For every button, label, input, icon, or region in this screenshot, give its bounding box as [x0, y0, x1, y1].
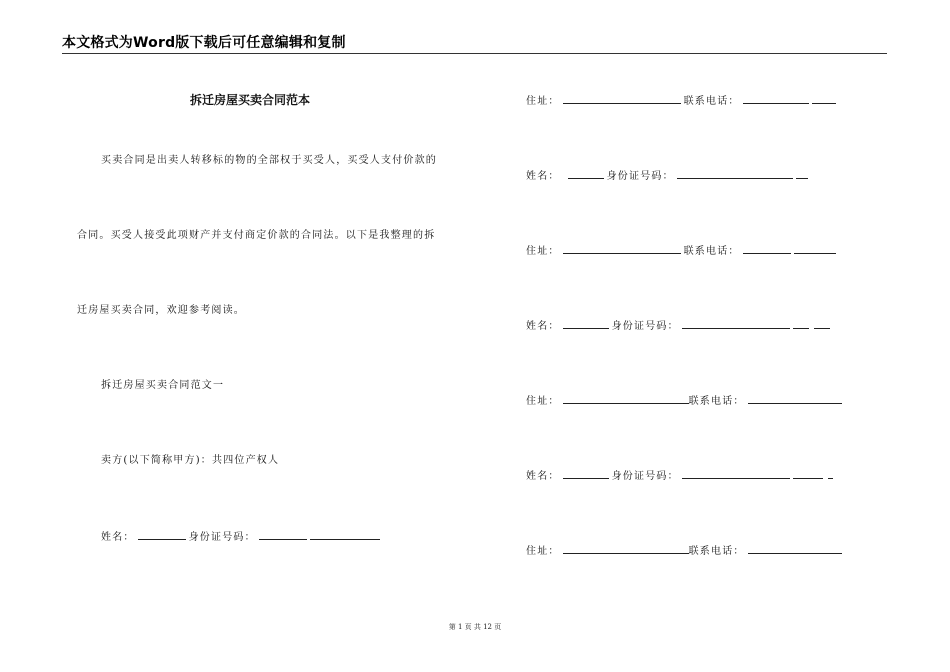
address-blank: [563, 393, 689, 404]
address-label: 住址：: [526, 396, 560, 407]
address-phone-row-1: [526, 93, 839, 109]
address-phone-row-2: [526, 243, 839, 259]
name-label: 姓名：: [101, 532, 135, 543]
phone-blank: [743, 243, 791, 254]
phone-label: 联系电话：: [688, 396, 745, 407]
phone-blank: [748, 393, 842, 404]
address-label: 住址：: [526, 96, 560, 107]
address-phone-row-3: [526, 393, 845, 409]
paragraph-line-2: 合同。买受人接受此项财产并支付商定价款的合同法。以下是我整理的拆: [77, 230, 436, 241]
phone-blank: [743, 93, 809, 104]
phone-blank: [794, 243, 836, 254]
phone-blank: [812, 93, 836, 104]
page-indicator: 第 1 页 共 12 页: [448, 623, 502, 631]
phone-label: 联系电话：: [683, 96, 740, 107]
name-label: 姓名：: [526, 321, 560, 332]
id-blank: [814, 318, 830, 329]
address-blank: [563, 543, 689, 554]
id-blank: [793, 468, 823, 479]
id-blank: [682, 468, 790, 479]
id-label: 身份证号码：: [188, 532, 256, 543]
seller-line: 卖方(以下简称甲方)：共四位产权人: [101, 455, 280, 466]
id-blank: [796, 168, 808, 179]
name-id-row-3: [526, 318, 833, 334]
name-blank: [138, 529, 186, 540]
id-blank: [793, 318, 809, 329]
address-blank: [563, 243, 681, 254]
phone-label: 联系电话：: [688, 546, 745, 557]
document-title: 拆迁房屋买卖合同范本: [190, 93, 311, 107]
name-blank: [568, 168, 604, 179]
name-blank: [563, 318, 609, 329]
id-label: 身份证号码：: [606, 171, 674, 182]
phone-blank: [748, 543, 842, 554]
id-blank: [677, 168, 793, 179]
id-blank: [310, 529, 380, 540]
paragraph-line-3: 迁房屋买卖合同，欢迎参考阅读。: [77, 305, 245, 316]
name-id-row-4: [526, 468, 836, 484]
paragraph-line-1: 买卖合同是出卖人转移标的物的全部权于买受人，买受人支付价款的: [101, 155, 437, 166]
address-phone-row-4: [526, 543, 845, 559]
section-heading: 拆迁房屋买卖合同范文一: [101, 380, 225, 391]
name-label: 姓名：: [526, 171, 560, 182]
id-label: 身份证号码：: [611, 321, 679, 332]
phone-label: 联系电话：: [683, 246, 740, 257]
id-blank: [828, 468, 833, 479]
name-blank: [563, 468, 609, 479]
header-title: 本文格式为Word版下载后可任意编辑和复制: [62, 35, 346, 51]
page-header: [62, 34, 887, 54]
name-id-row-1: [101, 529, 383, 545]
id-label: 身份证号码：: [611, 471, 679, 482]
name-id-row-2: [526, 168, 811, 184]
id-blank: [682, 318, 790, 329]
address-label: 住址：: [526, 546, 560, 557]
id-blank: [259, 529, 307, 540]
address-label: 住址：: [526, 246, 560, 257]
name-label: 姓名：: [526, 471, 560, 482]
address-blank: [563, 93, 681, 104]
